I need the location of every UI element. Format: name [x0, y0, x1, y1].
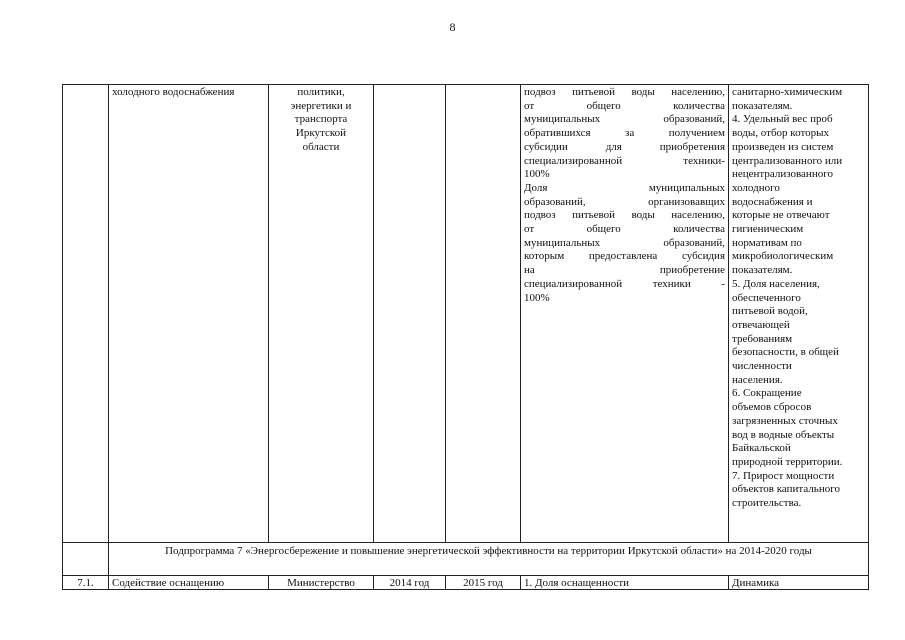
indicator-line: Доля муниципальных: [524, 181, 725, 194]
cell-name-text: холодного водоснабжения: [112, 86, 235, 98]
executor-line: Иркутской: [295, 127, 347, 140]
subprogram-title: Подпрограмма 7 «Энергосбережение и повышение энергетической эффективности на территории Иркутской области» на 2014-2020 годы: [109, 543, 869, 576]
result-line: вод в водные объекты: [732, 428, 835, 441]
indicator-line: 100%: [524, 291, 550, 304]
executor-line: энергетики и: [290, 99, 352, 112]
table-row-continued: [63, 85, 869, 543]
indicator-line: на приобретение: [524, 264, 725, 277]
result-line: которые не отвечают: [732, 209, 830, 222]
cell-subprogram-number: [63, 543, 109, 576]
cell-number: [63, 85, 109, 543]
result-line: требованиям: [732, 332, 793, 345]
result-line: санитарно-химическим: [732, 86, 843, 98]
indicator-lines: [524, 86, 725, 305]
result-line: населения.: [732, 373, 783, 386]
indicator-line: от общего количества: [524, 99, 725, 112]
cell-start-year: [374, 85, 446, 543]
indicator-line: муниципальных образований,: [524, 113, 725, 126]
program-table: [62, 84, 869, 590]
executor-line: политики,: [297, 86, 345, 98]
result-line: микробиологическим: [732, 250, 834, 263]
result-line: показателям.: [732, 264, 793, 277]
indicator-line: 100%: [524, 168, 550, 181]
cell-indicators: [521, 85, 729, 543]
result-lines: [732, 86, 865, 511]
result-line: безопасности, в общей: [732, 346, 839, 359]
row-number: 7.1.: [63, 576, 109, 590]
table-row-subprogram: [63, 543, 869, 576]
result-line: нецентрализованного: [732, 168, 833, 181]
result-line: централизованного или: [732, 154, 843, 167]
result-line: объектов капитального: [732, 483, 840, 496]
result-line: обеспеченного: [732, 291, 801, 304]
indicator-line: специализированной техники-: [524, 154, 725, 167]
result-line: 6. Сокращение: [732, 387, 802, 400]
indicator-line: образований, организовавщих: [524, 195, 725, 208]
indicator-line: обратившихся за получением: [524, 127, 725, 140]
indicator-line: специализированной техники -: [524, 277, 725, 290]
row-end-year: 2015 год: [446, 576, 521, 590]
cell-results: [729, 85, 869, 543]
executor-line: транспорта: [294, 113, 348, 126]
table-row-7-1: [63, 576, 869, 590]
indicator-line: от общего количества: [524, 223, 725, 236]
row-executor: Министерство: [269, 576, 374, 590]
executor-lines: [272, 86, 370, 155]
result-line: гигиеническим: [732, 223, 804, 236]
indicator-line: которым предоставлена субсидия: [524, 250, 725, 263]
row-start-year: 2014 год: [374, 576, 446, 590]
indicator-line: муниципальных образований,: [524, 236, 725, 249]
indicator-line: субсидии для приобретения: [524, 140, 725, 153]
row-indicator: 1. Доля оснащенности: [521, 576, 729, 590]
executor-line: области: [302, 140, 340, 153]
result-line: нормативам по: [732, 236, 802, 249]
result-line: Байкальской: [732, 442, 791, 455]
result-line: питьевой водой,: [732, 305, 808, 318]
result-line: строительства.: [732, 497, 802, 510]
result-line: воды, отбор которых: [732, 127, 829, 140]
result-line: холодного: [732, 181, 780, 194]
row-result: Динамика: [729, 576, 869, 590]
result-line: водоснабжения и: [732, 195, 813, 208]
result-line: показателям.: [732, 99, 793, 112]
result-line: природной территории.: [732, 455, 843, 468]
indicator-line: подвоз питьевой воды населению,: [524, 209, 725, 222]
cell-name: [109, 85, 269, 543]
page-number: 8: [449, 20, 456, 34]
result-line: отвечающей: [732, 318, 790, 331]
result-line: объемов сбросов: [732, 401, 812, 414]
result-line: 4. Удельный вес проб: [732, 113, 833, 126]
result-line: численности: [732, 360, 792, 373]
cell-end-year: [446, 85, 521, 543]
result-line: произведен из систем: [732, 140, 834, 153]
result-line: 5. Доля населения,: [732, 277, 820, 290]
result-line: 7. Прирост мощности: [732, 469, 835, 482]
indicator-line: подвоз питьевой воды населению,: [524, 86, 725, 98]
result-line: загрязненных сточных: [732, 414, 838, 427]
row-name: Содействие оснащению: [109, 576, 269, 590]
cell-executor: [269, 85, 374, 543]
